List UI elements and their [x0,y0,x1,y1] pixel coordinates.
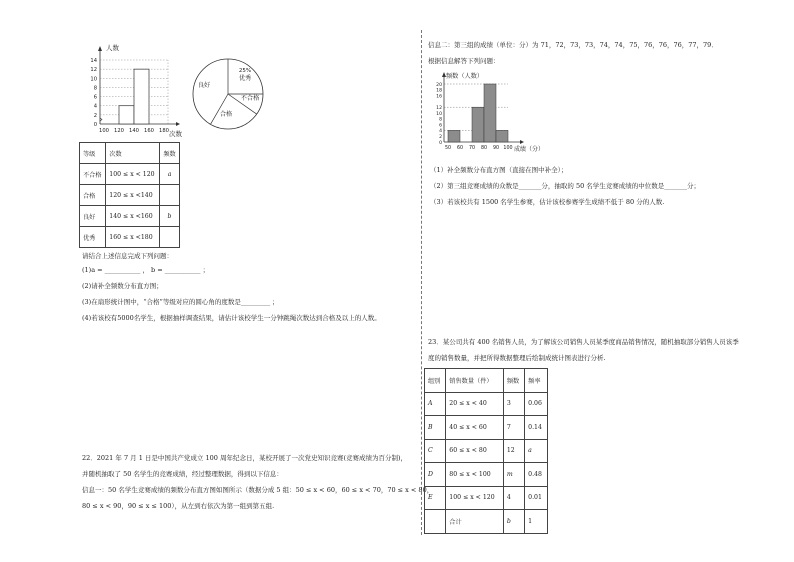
y-tick-label: 0 [439,140,442,146]
y-tick-label: 10 [436,111,442,117]
y-tick-label: 12 [90,67,97,74]
table-cell: C [425,439,446,463]
table-cell: 等级 [80,143,106,164]
table-cell: 80 ≤ x < 100 [446,463,504,487]
table-row [80,206,180,227]
table-row [425,486,548,510]
y-tick-label: 20 [436,82,442,88]
bar-chart [88,40,192,136]
problem-23-line-2: 度的销售数量，并把所得数据整理后绘制成统计图表进行分析. [428,354,606,362]
x-tick-label: 160 [144,128,154,134]
y-tick-label: 18 [436,88,442,94]
table-cell: a [160,164,180,185]
y-tick-label: 10 [90,76,97,83]
table-cell: 0.48 [525,463,548,487]
table-cell: D [425,463,446,487]
table-cell: 140 ≤ x <160 [106,206,160,227]
y-axis-label: 人数 [106,44,119,52]
table-cell: 合计 [446,510,504,534]
table-cell: 不合格 [80,164,106,185]
histogram-bar [472,107,484,142]
table-row [425,416,548,440]
table-cell: 60 ≤ x < 80 [446,439,504,463]
table-cell: 100 ≤ x < 120 [106,164,160,185]
y-tick-label: 2 [93,112,97,119]
x-tick-label: 70 [468,146,476,151]
y-axis-label: 频数（人数） [446,73,484,80]
table-row [80,164,180,185]
x-tick-label: 140 [129,128,139,134]
x-tick-label: 60 [456,146,464,151]
x-tick-label: 90 [492,146,500,151]
table-cell: a [525,439,548,463]
table-cell: 频数 [160,143,180,164]
x-axis-arrow [520,140,524,144]
x-tick-label: 50 [444,146,452,151]
table-cell: 4 [503,486,524,510]
x-tick-label: 180 [159,128,169,134]
table-cell: 0.01 [525,486,548,510]
table-cell: b [503,510,524,534]
table-row [425,392,548,416]
x-tick-label: 80 [480,146,488,151]
instruction: 根据信息解答下列问题： [428,57,500,65]
y-tick-label: 6 [439,123,442,129]
x-tick-label: 120 [114,128,124,134]
x-axis-arrow [176,122,180,126]
table-row [80,227,180,248]
table-cell: 1 [525,510,548,534]
q-intro: 请结合上述信息完成下列问题： [82,252,173,260]
table-cell: 7 [503,416,524,440]
problem-22-line-1: 22．2021 年 7 月 1 日是中国共产党成立 100 周年纪念日，某校开展了一次党史知识竞赛(竞赛成绩为百分制)， [82,454,408,462]
y-tick-label: 14 [90,58,97,64]
table-cell: 3 [503,392,524,416]
pie-chart [190,54,266,134]
table-row [80,185,180,206]
x-tick-label: 100 [503,146,513,151]
y-tick-label: 12 [436,106,442,111]
y-tick-label: 2 [439,135,442,140]
table-cell: 频率 [525,369,548,393]
table-cell: E [425,486,446,510]
table-cell [425,510,446,534]
pie-slice-label: 不合格 [240,95,260,102]
table-cell: A [425,392,446,416]
question-2: (2)请补全频数分布直方图； [82,282,163,290]
y-tick-label: 4 [93,103,97,110]
problem-22-line-3: 信息一：50 名学生竞赛成绩的频数分布直方图如图所示（数据分成 5 组：50 ≤ x < 60，60 ≤ x < 70，70 ≤ x < 80， [82,486,434,494]
sales-table [424,368,548,534]
problem-22-line-2: 并随机抽取了 50 名学生的竞赛成绩，经过整理数据，得到以下信息： [82,470,283,478]
table-cell: b [160,206,180,227]
y-axis-arrow [98,46,102,51]
x-axis-label: 成绩（分） [514,146,545,153]
x-axis-label: 次数 [169,130,182,138]
table-cell: 100 ≤ x < 120 [446,486,504,510]
y-tick-label: 8 [439,117,442,123]
right-question-2: （2）第三组竞赛成绩的众数是_______分，抽取的 50 名学生竞赛成绩的中位数是_______分； [430,182,701,190]
table-cell: 160 ≤ x <180 [106,227,160,248]
table-cell [160,227,180,248]
question-4: (4)若该校有5000名学生，根据抽样调查结果，请估计该校学生一分钟跳绳次数达到合格及以上的人数。 [82,314,381,322]
table-cell: m [503,463,524,487]
right-question-3: （3）若该校共有 1500 名学生参赛，估计该校参赛学生成绩不低于 80 分的人数. [430,198,665,206]
y-tick-label: 8 [93,85,97,92]
pie-slice-label: 合格 [219,111,233,118]
pie-slice-percent: 25% [238,68,252,74]
table-row [425,439,548,463]
table-cell: 120 ≤ x <140 [106,185,160,206]
question-3: (3)在扇形统计图中，“合格”等级对应的圆心角的度数是_________ ； [82,298,279,306]
right-question-1: （1）补全频数分布直方图（直接在图中补全）； [430,166,568,174]
table-cell: 40 ≤ x < 60 [446,416,504,440]
x-tick-label: 100 [99,128,109,134]
histogram-bar [448,130,460,142]
table-row [425,510,548,534]
left-frequency-table [79,142,180,248]
table-cell: 良好 [80,206,106,227]
table-cell: 频数 [503,369,524,393]
table-cell: 12 [503,439,524,463]
score-histogram [430,70,545,156]
table-cell: B [425,416,446,440]
pie-slice-label: 良好 [197,82,211,89]
histogram-bar [484,84,496,142]
problem-23-line-1: 23．某公司共有 400 名销售人员，为了解该公司销售人员某季度商品销售情况，随机抽取部分销售人员该季 [428,338,739,346]
table-cell: 0.06 [525,392,548,416]
bar [119,106,134,124]
table-cell [160,185,180,206]
y-tick-label: 16 [436,94,442,100]
table-cell: 组别 [425,369,446,393]
table-cell: 0.14 [525,416,548,440]
table-cell: 销售数量（件） [446,369,504,393]
histogram-bar [496,130,508,142]
table-cell: 优秀 [80,227,106,248]
question-1: (1)a = ___________ ， b = ___________ ； [82,266,210,274]
table-header-row [425,369,548,393]
y-tick-label: 6 [93,94,97,101]
problem-22-line-4: 80 ≤ x < 90，90 ≤ x ≤ 100），从左到右依次为第一组到第五组. [82,502,275,510]
info-two: 信息二：第三组的成绩（单位：分）为 71，72，73，73，74，74，75，76，76，76，77，79． [428,41,718,49]
table-cell: 次数 [106,143,160,164]
table-header-row [80,143,180,164]
pie-slice-label: 优秀 [238,75,252,82]
y-tick-label: 4 [439,129,442,135]
table-row [425,463,548,487]
table-cell: 20 ≤ x < 40 [446,392,504,416]
page-divider [421,30,422,535]
y-tick-label: 0 [93,122,97,128]
bar [134,69,149,124]
table-cell: 合格 [80,185,106,206]
